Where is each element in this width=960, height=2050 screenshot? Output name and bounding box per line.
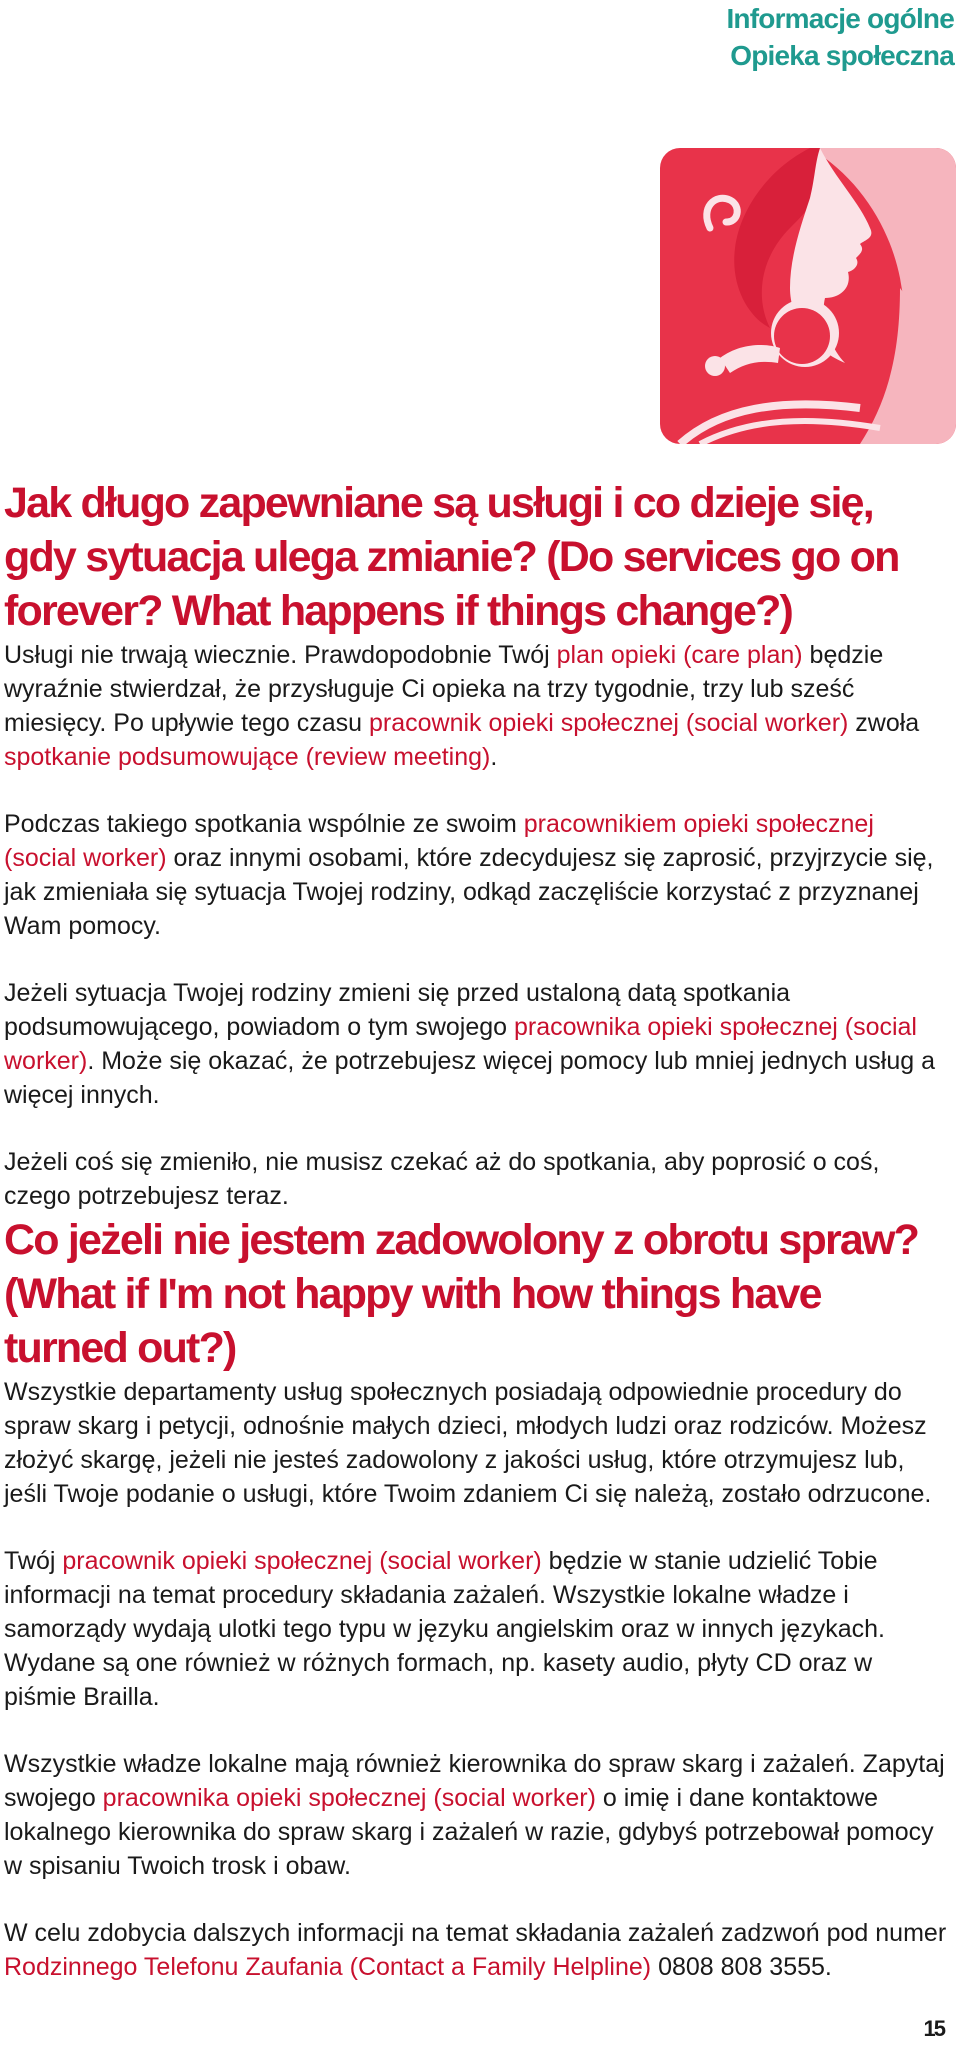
term-social-worker: pracownik opieki społecznej (social worker): [62, 1547, 542, 1575]
section-heading-duration: Jak długo zapewniane są usługi i co dzieje się, gdy sytuacja ulega zmianie? (Do services go on forever? What happens if things change?): [4, 479, 899, 635]
header-category: Informacje ogólne: [726, 3, 954, 34]
section-heading-complaints: Co jeżeli nie jestem zadowolony z obrotu spraw? (What if I'm not happy with how things have turned out?): [4, 1216, 919, 1372]
term-care-plan: plan opieki (care plan): [556, 641, 803, 669]
paragraph: Podczas takiego spotkania wspólnie ze swoim pracownikiem opieki społecznej (social worker) oraz innymi osobami, które zdecydujesz się zaprosić, przyjrzycie się, jak zmieniała się sytuacja Twojej rodziny, odkąd zaczęliście korzystać z przyznanej Wam pomocy.: [4, 810, 934, 940]
page-number: 15: [923, 2016, 944, 2041]
paragraph: Twój pracownik opieki społecznej (social worker) będzie w stanie udzielić Tobie informacji na temat procedury składania zażaleń. Wszystkie lokalne władze i samorządy wydają ulotki tego typu w języku angielskim oraz w innych językach. Wydane są one również w różnych formach, np. kasety audio, płyty CD oraz w piśmie Brailla.: [4, 1547, 885, 1711]
term-review-meeting: spotkanie podsumowujące (review meeting): [4, 743, 491, 771]
term-social-worker: pracownika opieki społecznej (social worker): [102, 1784, 596, 1812]
term-social-worker: pracownik opieki społecznej (social worker): [368, 709, 849, 737]
paragraph: Jeżeli coś się zmieniło, nie musisz czekać aż do spotkania, aby poprosić o coś, czego potrzebujesz teraz.: [4, 1148, 880, 1210]
helpline-name: Rodzinnego Telefonu Zaufania (Contact a Family Helpline): [4, 1953, 652, 1981]
main-content: [4, 476, 949, 1984]
paragraph: Wszystkie władze lokalne mają również kierownika do spraw skarg i zażaleń. Zapytaj swojego pracownika opieki społecznej (social worker) o imię i dane kontaktowe lokalnego kierownika do spraw skarg i zażaleń w razie, gdybyś potrzebował pomocy w spisaniu Twoich trosk i obaw.: [4, 1750, 945, 1880]
term-social-worker: pracownikiem opieki społecznej (social worker): [4, 810, 874, 872]
term-social-worker: pracownika opieki społecznej (social worker): [4, 1013, 917, 1075]
paragraph: Wszystkie departamenty usług społecznych posiadają odpowiednie procedury do spraw skarg i petycji, odnośnie małych dzieci, młodych ludzi oraz rodziców. Możesz złożyć skargę, jeżeli nie jesteś zadowolony z jakości usług, które otrzymujesz lub, jeśli Twoje podanie o usługi, które Twoim zdaniem Ci się należą, zostało odrzucone.: [4, 1378, 932, 1508]
page-header: [726, 0, 954, 74]
paragraph: Usługi nie trwają wiecznie. Prawdopodobnie Twój plan opieki (care plan) będzie wyraźnie stwierdzał, że przysługuje Ci opieka na trzy tygodnie, trzy lub sześć miesięcy. Po upływie tego czasu pracownik opieki społecznej (social worker) zwoła spotkanie podsumowujące (review meeting).: [4, 641, 920, 771]
paragraph: W celu zdobycia dalszych informacji na temat składania zażaleń zadzwoń pod numer Rodzinnego Telefonu Zaufania (Contact a Family Helpline) 0808 808 3555.: [4, 1919, 947, 1981]
paragraph: Jeżeli sytuacja Twojej rodziny zmieni się przed ustaloną datą spotkania podsumowującego, powiadom o tym swojego pracownika opieki społecznej (social worker). Może się okazać, że potrzebujesz więcej pomocy lub mniej jednych usług a więcej innych.: [4, 979, 935, 1109]
header-subcategory: Opieka społeczna: [730, 40, 954, 71]
mother-and-baby-icon: [660, 148, 956, 444]
